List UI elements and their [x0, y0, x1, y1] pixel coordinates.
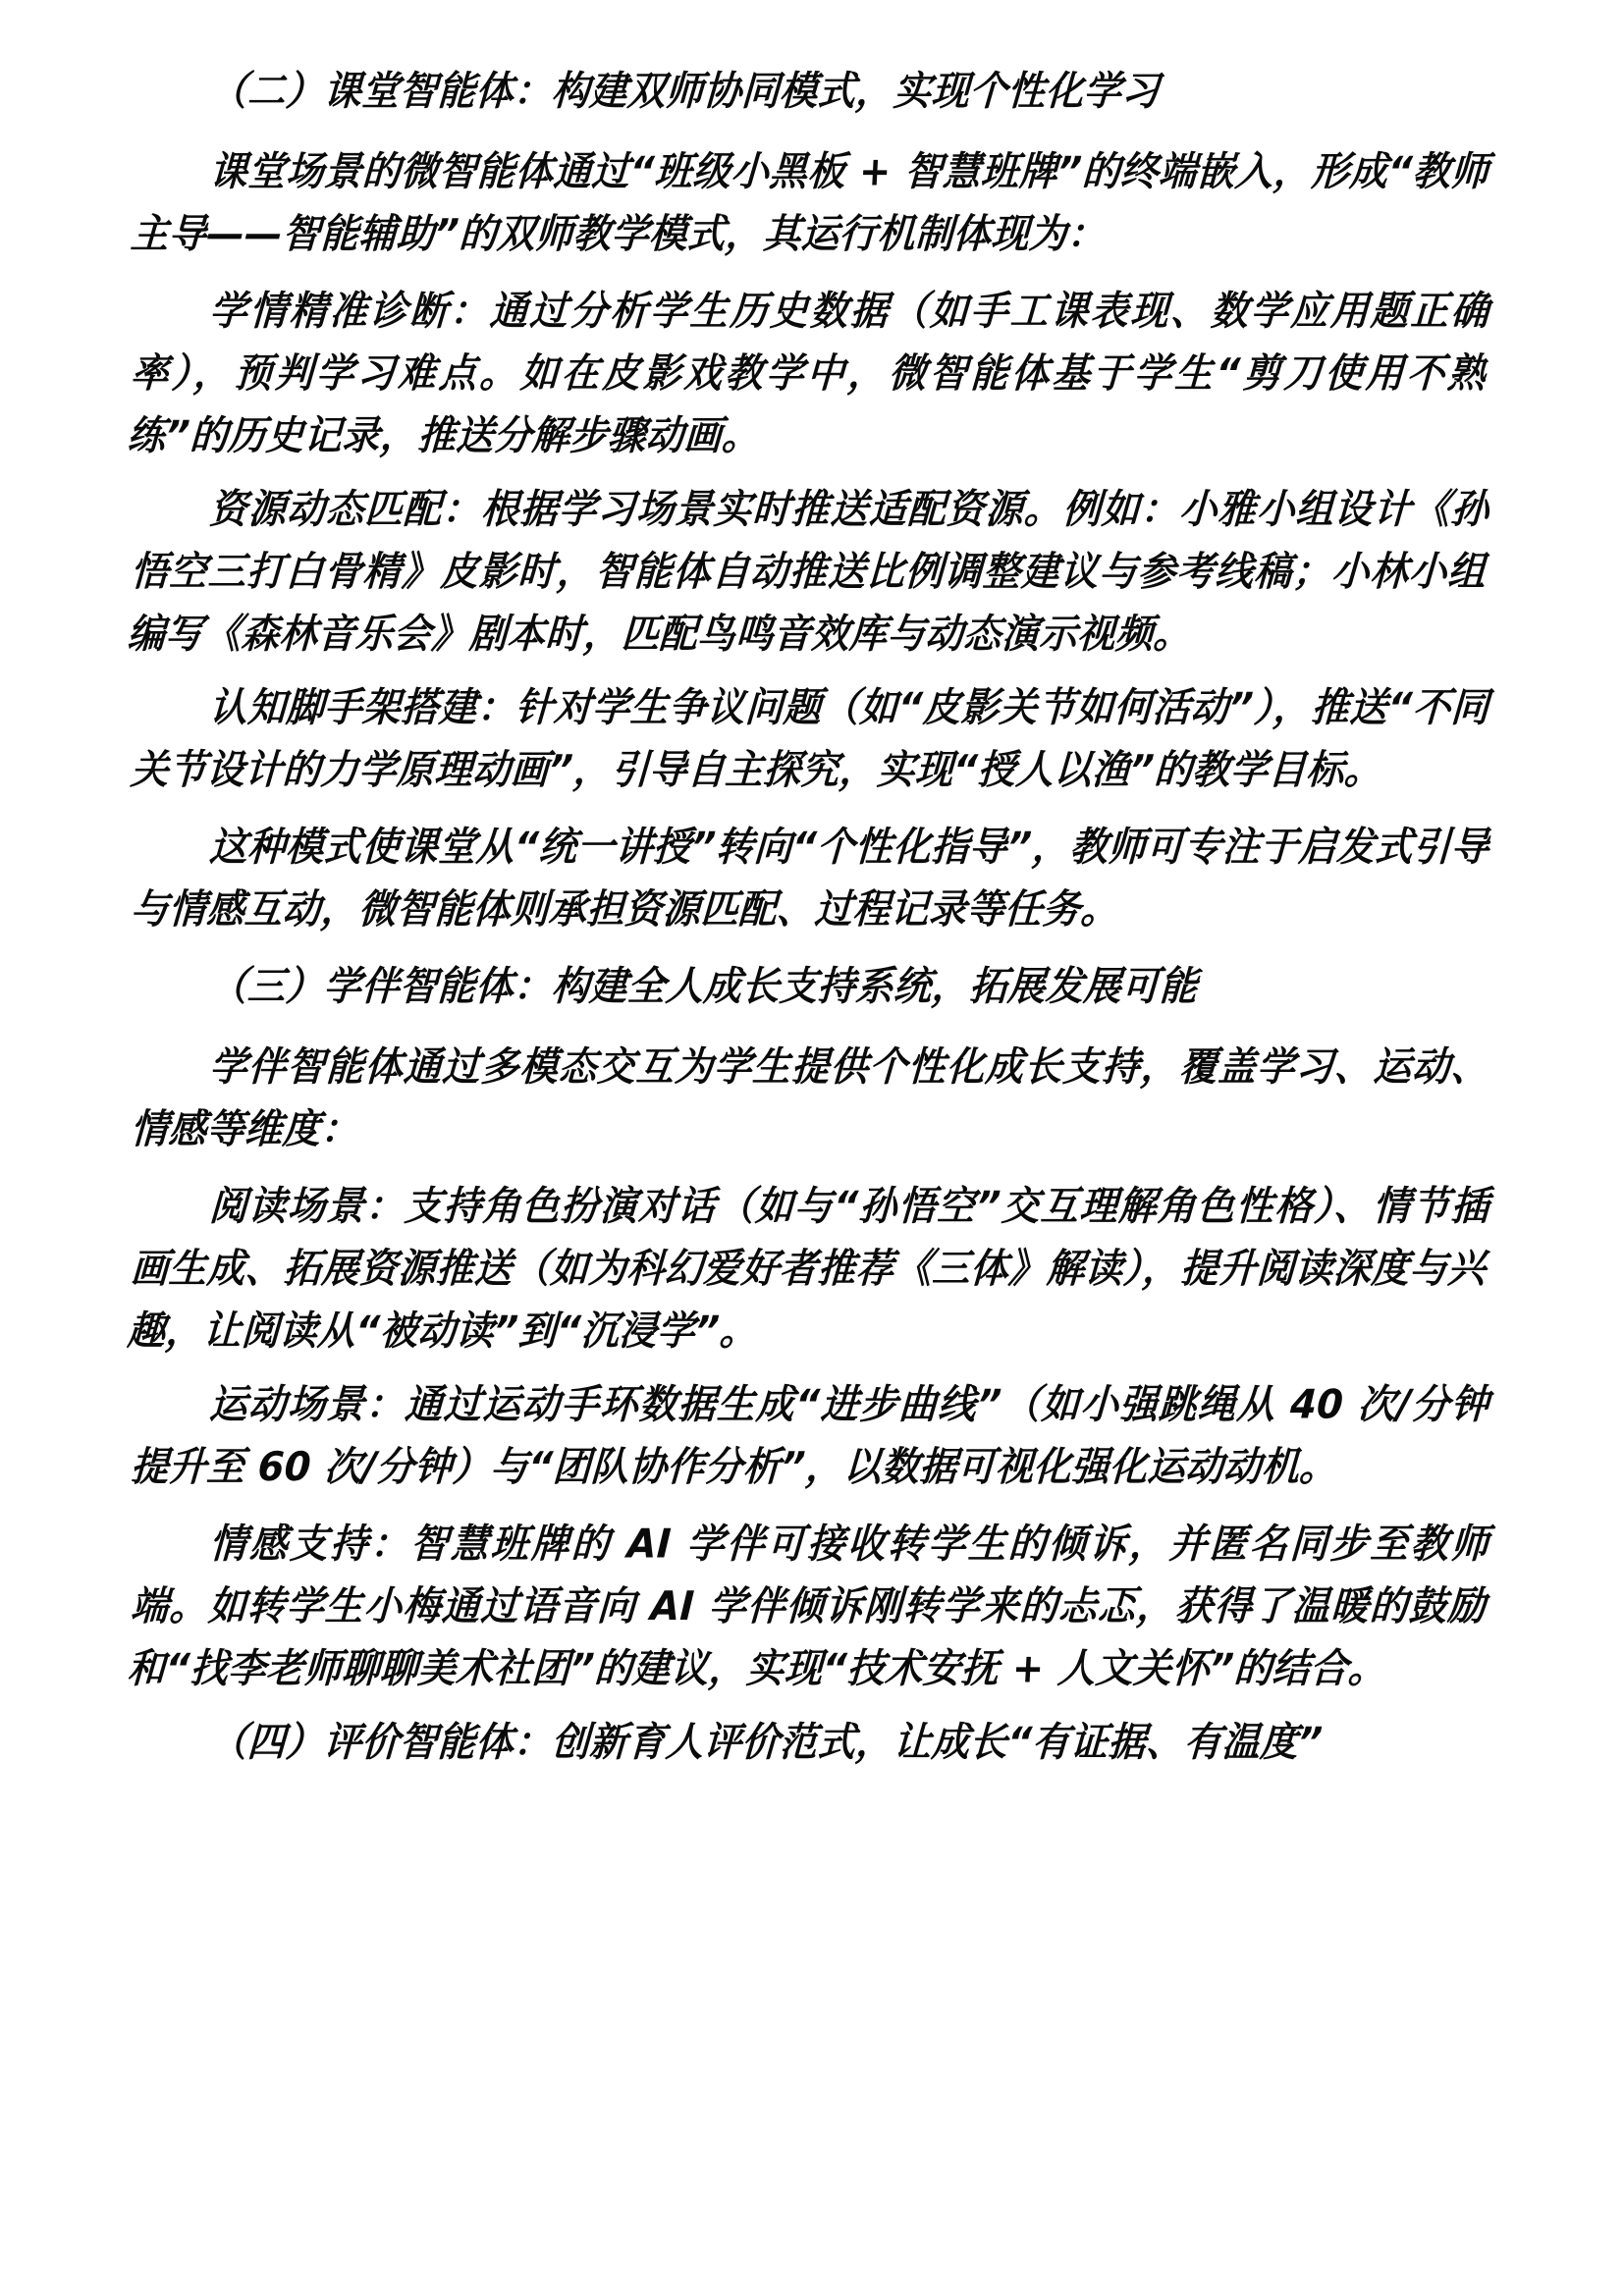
paragraph-emotional-support-text: 情感支持：智慧班牌的 AI 学伴可接收转学生的倾诉，并匿名同步至教师端。如转学生小梅通过语音向 AI 学伴倾诉刚转学来的忐忑，获得了温暖的鼓励和“找李老师聊聊美术社团”的建议，实现“技术安抚 + 人文关怀”的结合。 [126, 1521, 1490, 1693]
paragraph-scaffolding-text: 认知脚手架搭建：针对学生争议问题（如“皮影关节如何活动”），推送“不同关节设计的力学原理动画”，引导自主探究，实现“授人以渔”的教学目标。 [129, 684, 1490, 794]
paragraph-companion-intro-text: 学伴智能体通过多模态交互为学生提供个性化成长支持，覆盖学习、运动、情感等维度： [129, 1043, 1490, 1153]
paragraph-reading-scene [126, 1176, 1490, 1356]
section-heading-2-text: （二）课堂智能体：构建双师协同模式，实现个性化学习 [208, 68, 1162, 116]
section-heading-4 [135, 1712, 1490, 1771]
paragraph-diagnosis-text: 学情精准诊断：通过分析学生历史数据（如手工课表现、数学应用题正确率），预判学习难点。如在皮影戏教学中，微智能体基于学生“剪刀使用不熟练”的历史记录，推送分解步骤动画。 [126, 288, 1490, 460]
paragraph-scaffolding [129, 677, 1490, 795]
section-heading-4-text: （四）评价智能体：创新育人评价范式，让成长“有证据、有温度” [208, 1719, 1325, 1767]
paragraph-companion-intro [129, 1037, 1490, 1154]
paragraph-sports-scene-text: 运动场景：通过运动手环数据生成“进步曲线”（如小强跳绳从 40 次/分钟提升至 60 次/分钟）与“团队协作分析”，以数据可视化强化运动动机。 [129, 1381, 1490, 1491]
section-heading-3 [135, 956, 1490, 1015]
section-heading-3-text: （三）学伴智能体：构建全人成长支持系统，拓展发展可能 [208, 963, 1199, 1011]
paragraph-reading-scene-text: 阅读场景：支持角色扮演对话（如与“孙悟空”交互理解角色性格）、情节插画生成、拓展资源推送（如为科幻爱好者推荐《三体》解读），提升阅读深度与兴趣，让阅读从“被动读”到“沉浸学”。 [126, 1183, 1490, 1356]
paragraph-sports-scene [129, 1374, 1490, 1492]
paragraph-mode-shift [129, 817, 1490, 934]
paragraph-resource-matching [126, 479, 1490, 659]
paragraph-classroom-intro-text: 课堂场景的微智能体通过“班级小黑板 + 智慧班牌”的终端嵌入，形成“教师主导——智能辅助”的双师教学模式，其运行机制体现为： [129, 148, 1490, 258]
paragraph-classroom-intro [129, 141, 1490, 259]
paragraph-emotional-support [126, 1514, 1490, 1693]
paragraph-resource-matching-text: 资源动态匹配：根据学习场景实时推送适配资源。例如：小雅小组设计《孙悟空三打白骨精》皮影时，智能体自动推送比例调整建议与参考线稿；小林小组编写《森林音乐会》剧本时，匹配鸟鸣音效库与动态演示视频。 [126, 486, 1490, 659]
section-heading-2 [135, 61, 1490, 120]
document-body [126, 61, 1490, 1771]
paragraph-mode-shift-text: 这种模式使课堂从“统一讲授”转向“个性化指导”，教师可专注于启发式引导与情感互动，微智能体则承担资源匹配、过程记录等任务。 [129, 824, 1490, 934]
paragraph-diagnosis [126, 281, 1490, 460]
